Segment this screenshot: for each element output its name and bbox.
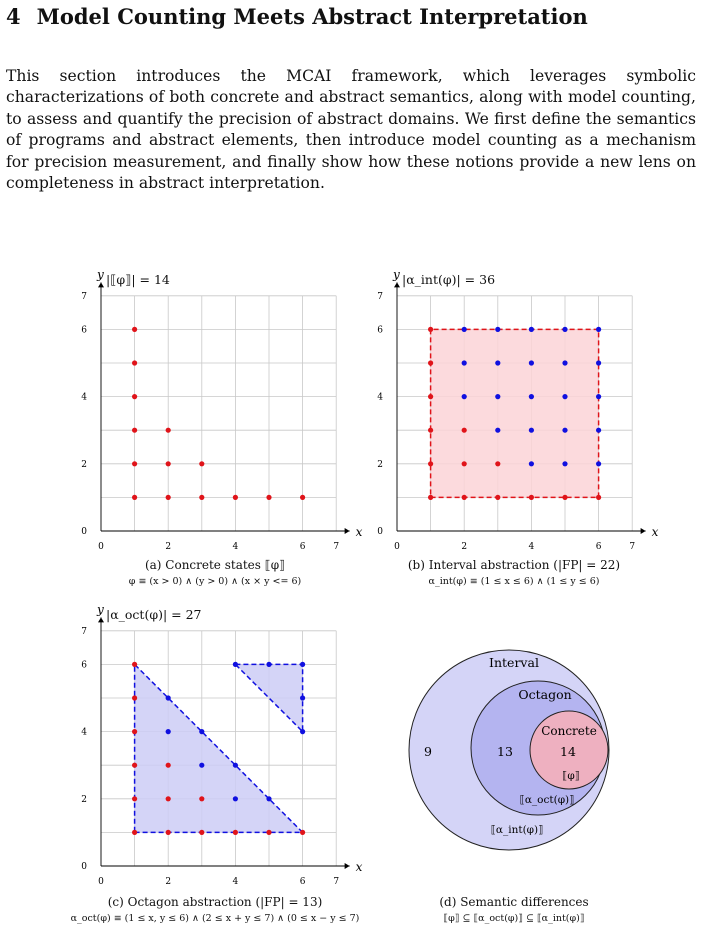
x-tick-label: 2 [165,542,172,552]
y-tick-label: 6 [81,660,87,671]
section-number: 4 [6,4,21,29]
concrete-point [132,394,137,399]
concrete-point [132,796,137,801]
concrete-count: 14 [560,744,576,759]
plot-b-count-label: |α_int(φ)| = 36 [402,272,496,287]
concrete-point [199,796,204,801]
abstract-point [529,428,534,433]
concrete-point [529,495,534,500]
section-title: Model Counting Meets Abstract Interpretation [36,4,588,29]
plot-b-region [431,329,599,497]
abstract-point [495,360,500,365]
abstract-point [462,360,467,365]
concrete-point [266,495,271,500]
y-tick-label: 2 [81,459,87,470]
x-tick-label: 6 [299,542,306,552]
abstract-point [300,729,305,734]
abstract-point [562,360,567,365]
abstract-point [562,394,567,399]
abstract-point [529,327,534,332]
concrete-point [428,327,433,332]
concrete-point [132,830,137,835]
x-tick-label: 2 [461,542,468,552]
x-tick-label: 6 [299,877,306,887]
concrete-point [428,360,433,365]
y-tick-label: 7 [81,291,87,302]
concrete-point [233,495,238,500]
plot-a-formula: φ ≡ (x > 0) ∧ (y > 0) ∧ (x × y <= 6) [128,576,302,587]
abstract-point [233,662,238,667]
concrete-point [300,495,305,500]
x-tick-label: 7 [629,542,636,552]
abstract-point [596,461,601,466]
abstract-point [562,327,567,332]
concrete-point [166,428,171,433]
abstract-point [562,461,567,466]
concrete-point [132,461,137,466]
intro-paragraph: This section introduces the MCAI framework, which leverages symbolic characterizations of both concrete and abstract semantics, along with model counting, to assess and quantify the precision of abstract domains. We first define the semantics of programs and abstract elements, then introduce model counting as a mechanism for precision measurement, and finally show how these notions provide a new lens on completeness in abstract interpretation. [6,67,696,193]
plot-a-caption: (a) Concrete states ⟦φ⟧ [144,558,286,572]
x-axis-arrow [641,528,646,534]
plot-b-caption: (b) Interval abstraction (|FP| = 22) [407,558,621,572]
abstract-point [462,327,467,332]
x-axis-arrow [345,528,350,534]
abstract-point [199,729,204,734]
x-axis-label: x [355,860,363,874]
abstract-point [166,695,171,700]
concrete-set-label: ⟦φ⟧ [562,770,580,782]
x-tick-label: 7 [333,877,340,887]
y-tick-label: 0 [377,527,383,537]
abstract-point [300,662,305,667]
y-tick-label: 6 [377,325,383,336]
x-tick-label: 0 [394,542,400,552]
concrete-point [166,495,171,500]
abstract-point [462,394,467,399]
x-axis-arrow [345,863,350,869]
abstract-point [596,428,601,433]
octagon-label: Octagon [518,687,572,702]
concrete-point [166,830,171,835]
y-axis-arrow [98,282,104,287]
concrete-point [596,495,601,500]
concrete-point [132,495,137,500]
concrete-point [199,461,204,466]
x-tick-label: 4 [232,877,239,887]
y-tick-label: 0 [81,527,87,537]
y-tick-label: 4 [377,392,383,403]
venn-diagram [409,650,609,850]
y-axis-label: y [97,267,104,282]
concrete-point [495,495,500,500]
concrete-point [132,763,137,768]
concrete-point [132,695,137,700]
concrete-point [462,428,467,433]
abstract-point [529,394,534,399]
abstract-point [199,763,204,768]
x-tick-label: 2 [165,877,172,887]
concrete-point [199,495,204,500]
concrete-point [132,729,137,734]
concrete-point [132,327,137,332]
octagon-set-label: ⟦α_oct(φ)⟧ [519,794,575,806]
abstract-point [166,729,171,734]
plot-c-count-label: |α_oct(φ)| = 27 [106,607,202,622]
y-tick-label: 7 [81,626,87,637]
concrete-point [428,428,433,433]
abstract-point [562,428,567,433]
abstract-point [495,428,500,433]
y-axis-label: y [97,602,104,617]
concrete-point [166,796,171,801]
y-tick-label: 7 [377,291,383,302]
abstract-point [596,327,601,332]
concrete-point [462,495,467,500]
concrete-point [266,830,271,835]
concrete-label: Concrete [541,724,597,738]
venn-caption: (d) Semantic differences [439,895,589,909]
concrete-point [428,461,433,466]
octagon-count: 13 [497,744,513,759]
y-tick-label: 2 [81,794,87,805]
plot-c-caption: (c) Octagon abstraction (|FP| = 13) [107,895,323,909]
plot-c [81,602,362,887]
abstract-point [529,461,534,466]
x-tick-label: 6 [595,542,602,552]
plot-b-formula: α_int(φ) ≡ (1 ≤ x ≤ 6) ∧ (1 ≤ y ≤ 6) [428,576,600,587]
concrete-point [462,461,467,466]
concrete-point [132,662,137,667]
interval-label: Interval [489,655,539,670]
abstract-point [596,394,601,399]
venn-formula: ⟦φ⟧ ⊆ ⟦α_oct(φ)⟧ ⊆ ⟦α_int(φ)⟧ [443,913,585,924]
concrete-point [300,830,305,835]
concrete-point [132,360,137,365]
y-tick-label: 0 [81,862,87,872]
y-axis-arrow [394,282,400,287]
interval-set-label: ⟦α_int(φ)⟧ [490,824,544,836]
abstract-point [266,796,271,801]
concrete-point [166,461,171,466]
plot-a [81,267,362,552]
abstract-point [596,360,601,365]
x-tick-label: 0 [98,877,104,887]
y-tick-label: 4 [81,727,87,738]
concrete-point [166,763,171,768]
concrete-point [428,495,433,500]
x-axis-label: x [355,525,363,539]
y-tick-label: 6 [81,325,87,336]
abstract-point [300,695,305,700]
y-tick-label: 2 [377,459,383,470]
x-tick-label: 4 [232,542,239,552]
abstract-point [529,360,534,365]
plot-b [377,267,658,552]
concrete-point [495,461,500,466]
y-tick-label: 4 [81,392,87,403]
interval-count: 9 [424,744,432,759]
concrete-point [233,830,238,835]
x-tick-label: 0 [98,542,104,552]
abstract-point [233,763,238,768]
x-axis-label: x [651,525,659,539]
abstract-point [266,662,271,667]
x-tick-label: 7 [333,542,340,552]
concrete-point [132,428,137,433]
abstract-point [233,796,238,801]
concrete-point [428,394,433,399]
y-axis-label: y [393,267,400,282]
plot-a-count-label: |⟦φ⟧| = 14 [106,272,170,287]
plot-c-formula: α_oct(φ) ≡ (1 ≤ x, y ≤ 6) ∧ (2 ≤ x + y ≤ 7) ∧ (0 ≤ x − y ≤ 7) [70,913,360,924]
abstract-point [495,394,500,399]
x-tick-label: 4 [528,542,535,552]
concrete-point [562,495,567,500]
y-axis-arrow [98,617,104,622]
concrete-point [199,830,204,835]
abstract-point [495,327,500,332]
